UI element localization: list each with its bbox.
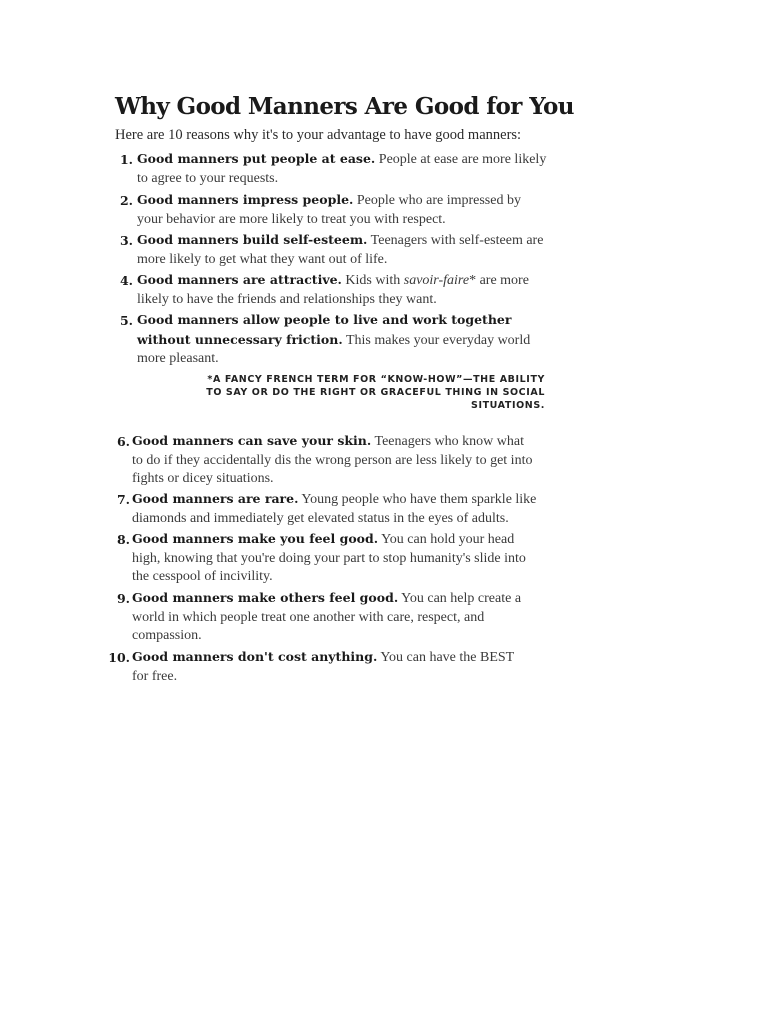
item-text: You can hold your head high, knowing that you're doing your part to stop humanity's slide into the cesspool of incivility. [132, 532, 526, 584]
item-lead: Good manners put people at ease. [137, 151, 376, 166]
intro-text: Here are 10 reasons why it's to your advantage to have good manners: [115, 127, 522, 143]
item-number: 10. [108, 650, 130, 665]
item-number: 1. [119, 152, 133, 167]
item-lead: Good manners are rare. [132, 491, 299, 506]
item-text: People who are impressed by your behavior are more likely to treat you with respect. [137, 193, 521, 227]
item-text: Kids with [341, 273, 404, 288]
item-text: Teenagers who know what to do if they accidentally dis the wrong person are less likely to get into fights or dicey situations. [132, 434, 533, 486]
list-item [119, 150, 547, 188]
item-text: This makes your everyday world more pleasant. [137, 332, 531, 366]
item-number: 8. [116, 532, 130, 547]
item-number: 6. [116, 434, 130, 449]
item-text: People at ease are more likely to agree to your requests. [137, 152, 547, 186]
item-text: Young people who have them sparkle like diamonds and immediately get elevated status in the eyes of adults. [132, 492, 537, 526]
item-number: 5. [119, 313, 133, 328]
page-title: Why Good Manners Are Good for You [115, 93, 574, 120]
item-number: 7. [116, 492, 130, 507]
item-text: Teenagers with self-esteem are more likely to get what they want out of life. [137, 233, 544, 267]
item-emphasis: savoir-faire [403, 273, 470, 288]
list-item [119, 231, 547, 269]
item-lead: Good manners allow people to live and work together without unnecessary friction. [137, 312, 512, 347]
item-number: 3. [119, 233, 133, 248]
item-text: You can help create a world in which people treat one another with care, respect, and compassion. [132, 591, 522, 643]
list-item [119, 271, 547, 309]
footnote: *A FANCY FRENCH TERM FOR “KNOW-HOW”—THE ABILITY TO SAY OR DO THE RIGHT OR GRACEFUL THING IN SOCIAL SITUATIONS. [206, 374, 545, 411]
item-lead: Good manners don't cost anything. [132, 649, 378, 664]
list-item [119, 191, 547, 229]
item-number: 4. [119, 273, 133, 288]
list-item [116, 432, 537, 489]
list-item [119, 311, 547, 369]
item-text-after: * are more likely to have the friends and relationships they want. [137, 273, 529, 307]
item-lead: Good manners make you feel good. [132, 531, 379, 546]
list-item [108, 648, 517, 686]
item-text: You can have the BEST for free. [132, 650, 514, 684]
item-lead: Good manners can save your skin. [132, 433, 372, 448]
list-item [116, 490, 544, 528]
item-lead: Good manners build self-esteem. [137, 232, 368, 247]
item-number: 2. [119, 193, 133, 208]
item-lead: Good manners impress people. [137, 192, 354, 207]
list-item [116, 530, 544, 587]
item-lead: Good manners make others feel good. [132, 590, 399, 605]
item-number: 9. [116, 591, 130, 606]
list-item [116, 589, 537, 646]
item-lead: Good manners are attractive. [137, 272, 342, 287]
